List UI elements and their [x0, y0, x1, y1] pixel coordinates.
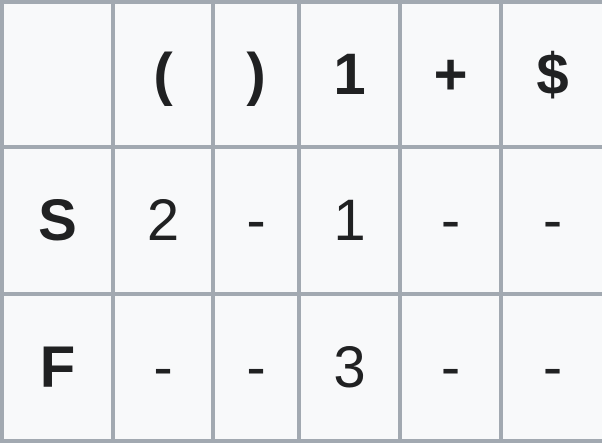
row-header: S	[2, 147, 113, 294]
table-header-row	[2, 2, 602, 147]
corner-cell	[2, 2, 113, 147]
table-cell: 3	[299, 294, 400, 441]
column-header: +	[400, 2, 501, 147]
table-row	[2, 294, 602, 441]
table-cell: -	[400, 294, 501, 441]
column-header: )	[213, 2, 299, 147]
table-cell: 1	[299, 147, 400, 294]
table-cell: -	[213, 147, 299, 294]
row-header: F	[2, 294, 113, 441]
column-header: $	[501, 2, 602, 147]
table-cell: 2	[113, 147, 213, 294]
column-header: (	[113, 2, 213, 147]
table-cell: -	[400, 147, 501, 294]
table-cell: -	[113, 294, 213, 441]
table-cell: -	[501, 294, 602, 441]
table-cell: -	[213, 294, 299, 441]
table-cell: -	[501, 147, 602, 294]
table-row	[2, 147, 602, 294]
column-header: 1	[299, 2, 400, 147]
